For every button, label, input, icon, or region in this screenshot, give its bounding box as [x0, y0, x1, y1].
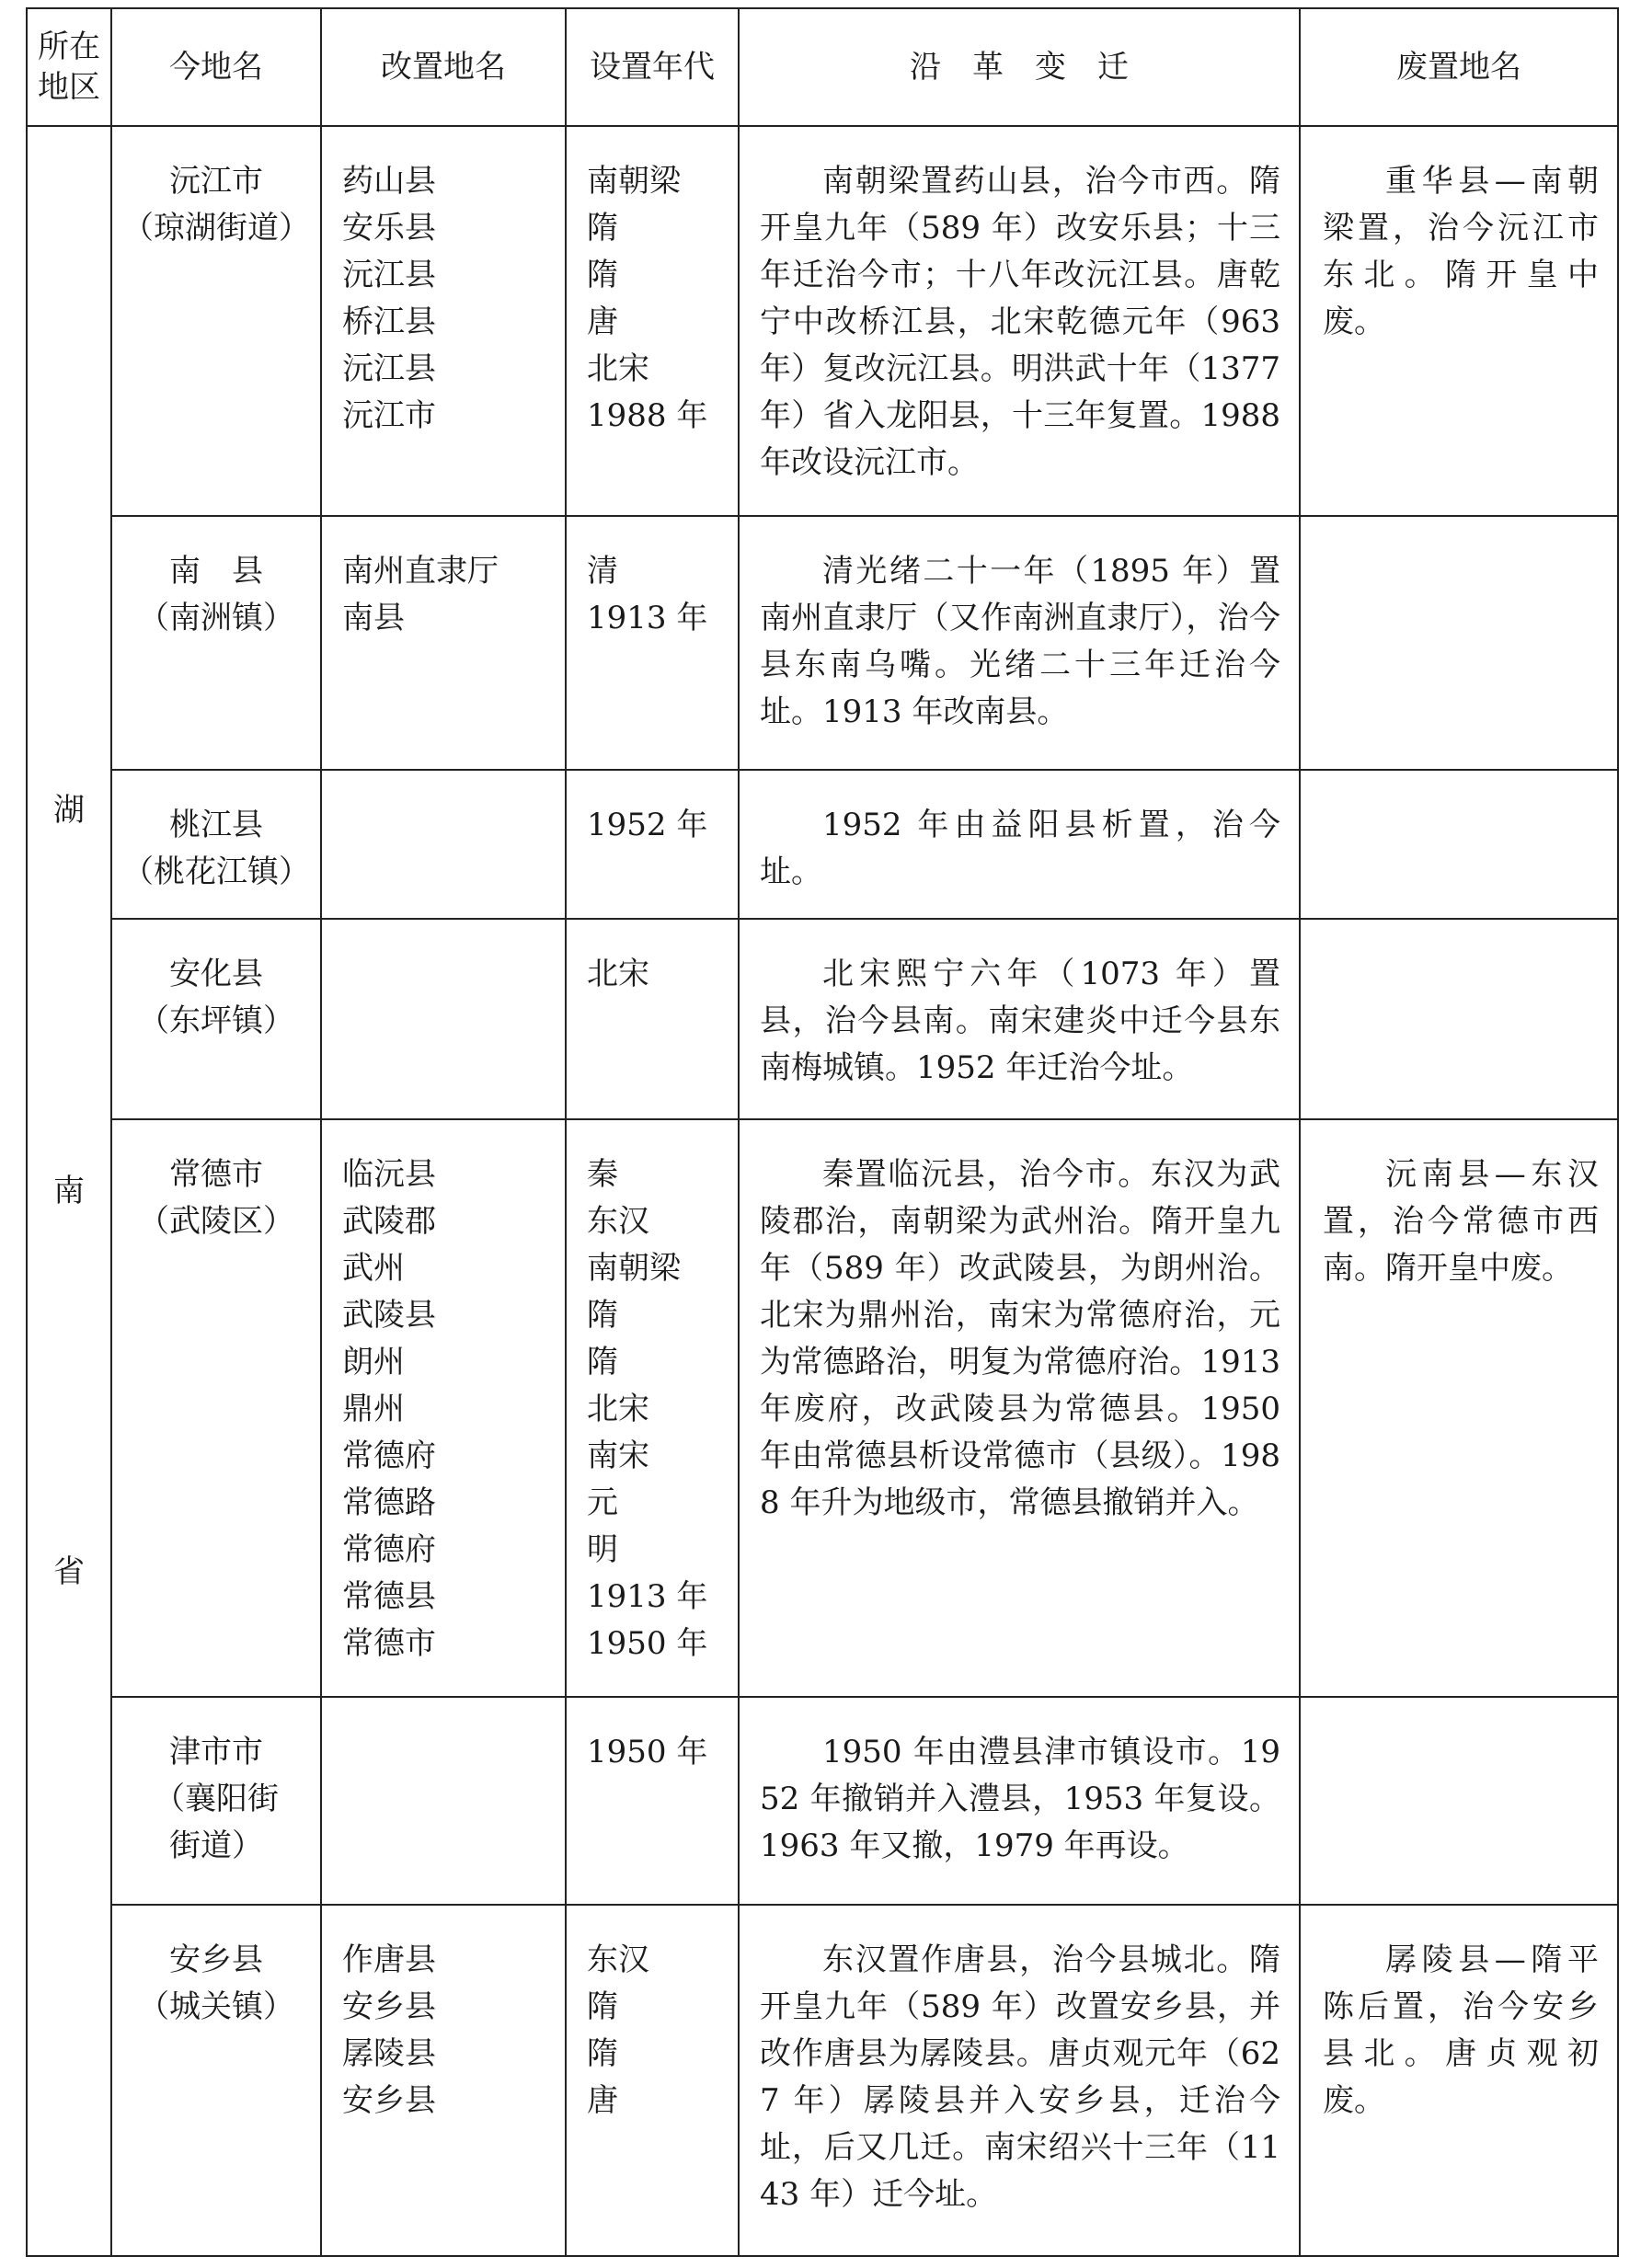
era-item: 1988 年 — [587, 397, 708, 434]
header-region-line: 所在 — [38, 29, 100, 65]
renamed-item: 常德路 — [342, 1484, 436, 1521]
name-cell — [111, 516, 321, 770]
name-line: （东坪镇） — [138, 1002, 294, 1039]
history-cell: 清光绪二十一年（1895 年）置南州直隶厅（又作南洲直隶厅），治今县东南乌嘴。光绪二十三年迁治今址。1913 年改南县。 — [739, 516, 1300, 770]
name-cell — [111, 1119, 321, 1697]
table-row — [27, 126, 1618, 516]
region-char: 南 — [53, 1173, 85, 1209]
era-cell — [566, 126, 739, 516]
region-cell — [27, 126, 111, 2256]
abolished-cell — [1300, 919, 1618, 1119]
renamed-item: 沅江县 — [342, 350, 436, 387]
header-renamed: 改置地名 — [321, 8, 566, 126]
name-cell — [111, 126, 321, 516]
name-line: （襄阳街 — [154, 1781, 279, 1817]
era-item: 东汉 — [587, 1942, 649, 1978]
era-cell — [566, 516, 739, 770]
era-item: 元 — [587, 1484, 618, 1521]
era-item: 隋 — [587, 1344, 618, 1380]
era-item: 南宋 — [587, 1438, 649, 1474]
renamed-item: 安乡县 — [342, 1988, 436, 2025]
name-line: 桃江县 — [169, 807, 263, 843]
renamed-item: 朗州 — [342, 1344, 405, 1380]
renamed-item: 临沅县 — [342, 1156, 436, 1193]
abolished-cell — [1300, 770, 1618, 919]
name-line: 沅江市 — [169, 163, 263, 200]
name-line: 安乡县 — [169, 1942, 263, 1978]
abolished-cell — [1300, 516, 1618, 770]
renamed-item: 常德县 — [342, 1578, 436, 1615]
history-cell: 秦置临沅县，治今市。东汉为武陵郡治，南朝梁为武州治。隋开皇九年（589 年）改武陵县，为朗州治。北宋为鼎州治，南宋为常德府治，元为常德路治，明复为常德府治。1913 年废府，改武陵县为常德县。1950 年由常德县析设常德市（县级）。1988 年升为地级市，常德县撤销并入。 — [739, 1119, 1300, 1697]
renamed-item: 药山县 — [342, 163, 436, 200]
renamed-item: 沅江市 — [342, 397, 436, 434]
renamed-cell — [321, 919, 566, 1119]
header-history: 沿 革 变 迁 — [739, 8, 1300, 126]
table-row — [27, 1119, 1618, 1697]
era-cell — [566, 770, 739, 919]
era-item: 北宋 — [587, 350, 649, 387]
name-line: 街道） — [169, 1827, 263, 1864]
name-line: （琼湖街道） — [122, 210, 310, 246]
era-item: 1950 年 — [587, 1625, 708, 1662]
header-abolished: 废置地名 — [1300, 8, 1618, 126]
history-cell: 南朝梁置药山县，治今市西。隋开皇九年（589 年）改安乐县；十三年迁治今市；十八年改沅江县。唐乾宁中改桥江县，北宋乾德元年（963 年）复改沅江县。明洪武十年（1377 年）省入龙阳县，十三年复置。1988 年改设沅江市。 — [739, 126, 1300, 516]
name-line: 安化县 — [169, 956, 263, 992]
era-item: 隋 — [587, 2035, 618, 2072]
era-item: 隋 — [587, 257, 618, 293]
table-row — [27, 919, 1618, 1119]
renamed-item: 安乐县 — [342, 210, 436, 246]
renamed-item: 沅江县 — [342, 257, 436, 293]
renamed-item: 作唐县 — [342, 1942, 436, 1978]
era-item: 明 — [587, 1531, 618, 1568]
era-item: 北宋 — [587, 1391, 649, 1427]
renamed-item: 安乡县 — [342, 2082, 436, 2119]
era-item: 南朝梁 — [587, 1250, 681, 1287]
name-line: （南洲镇） — [138, 600, 294, 636]
era-item: 东汉 — [587, 1203, 649, 1240]
renamed-item: 武陵郡 — [342, 1203, 436, 1240]
era-item: 南朝梁 — [587, 163, 681, 200]
abolished-cell: 重华县—南朝梁置，治今沅江市东北。隋开皇中废。 — [1300, 126, 1618, 516]
era-item: 隋 — [587, 1988, 618, 2025]
header-region-line: 地区 — [38, 69, 100, 106]
region-char: 湖 — [53, 792, 85, 829]
renamed-item: 武陵县 — [342, 1297, 436, 1334]
region-char: 省 — [53, 1553, 85, 1590]
table-row — [27, 516, 1618, 770]
name-cell — [111, 1905, 321, 2256]
header-row — [27, 8, 1618, 126]
era-item: 1952 年 — [587, 807, 708, 843]
name-line: （城关镇） — [138, 1988, 294, 2025]
history-cell: 北宋熙宁六年（1073 年）置县，治今县南。南宋建炎中迁今县东南梅城镇。1952 年迁治今址。 — [739, 919, 1300, 1119]
table-row — [27, 770, 1618, 919]
name-cell — [111, 919, 321, 1119]
era-cell — [566, 1905, 739, 2256]
table-row — [27, 1697, 1618, 1905]
abolished-cell — [1300, 1697, 1618, 1905]
renamed-item: 孱陵县 — [342, 2035, 436, 2072]
era-item: 1913 年 — [587, 600, 708, 636]
renamed-item: 常德府 — [342, 1531, 436, 1568]
renamed-item: 常德府 — [342, 1438, 436, 1474]
era-cell — [566, 1697, 739, 1905]
name-cell — [111, 1697, 321, 1905]
name-line: （桃花江镇） — [122, 853, 310, 890]
era-item: 隋 — [587, 1297, 618, 1334]
history-cell: 东汉置作唐县，治今县城北。隋开皇九年（589 年）改置安乡县，并改作唐县为孱陵县。唐贞观元年（627 年）孱陵县并入安乡县，迁治今址，后又几迁。南宋绍兴十三年（1143 年）迁今址。 — [739, 1905, 1300, 2256]
name-line: （武陵区） — [138, 1203, 294, 1240]
era-item: 唐 — [587, 2082, 618, 2119]
renamed-cell — [321, 770, 566, 919]
era-item: 清 — [587, 553, 618, 590]
era-item: 隋 — [587, 210, 618, 246]
renamed-cell — [321, 516, 566, 770]
renamed-item: 南县 — [342, 600, 405, 636]
abolished-cell: 沅南县—东汉置，治今常德市西南。隋开皇中废。 — [1300, 1119, 1618, 1697]
renamed-item: 常德市 — [342, 1625, 436, 1662]
renamed-item: 桥江县 — [342, 304, 436, 340]
era-item: 1950 年 — [587, 1734, 708, 1770]
name-line: 南 县 — [169, 553, 263, 590]
era-item: 唐 — [587, 304, 618, 340]
era-item: 秦 — [587, 1156, 618, 1193]
era-cell — [566, 1119, 739, 1697]
renamed-item: 武州 — [342, 1250, 405, 1287]
history-cell: 1950 年由澧县津市镇设市。1952 年撤销并入澧县，1953 年复设。1963 年又撤，1979 年再设。 — [739, 1697, 1300, 1905]
header-name: 今地名 — [111, 8, 321, 126]
renamed-cell — [321, 1697, 566, 1905]
era-item: 北宋 — [587, 956, 649, 992]
history-cell: 1952 年由益阳县析置，治今址。 — [739, 770, 1300, 919]
header-era: 设置年代 — [566, 8, 739, 126]
renamed-cell — [321, 126, 566, 516]
era-cell — [566, 919, 739, 1119]
renamed-cell — [321, 1905, 566, 2256]
renamed-item: 鼎州 — [342, 1391, 405, 1427]
era-item: 1913 年 — [587, 1578, 708, 1615]
name-cell — [111, 770, 321, 919]
name-line: 津市市 — [169, 1734, 263, 1770]
gazetteer-table — [26, 7, 1619, 2257]
header-region — [27, 8, 111, 126]
abolished-cell: 孱陵县—隋平陈后置，治今安乡县北。唐贞观初废。 — [1300, 1905, 1618, 2256]
table-row — [27, 1905, 1618, 2256]
renamed-item: 南州直隶厅 — [342, 553, 499, 590]
renamed-cell — [321, 1119, 566, 1697]
name-line: 常德市 — [169, 1156, 263, 1193]
